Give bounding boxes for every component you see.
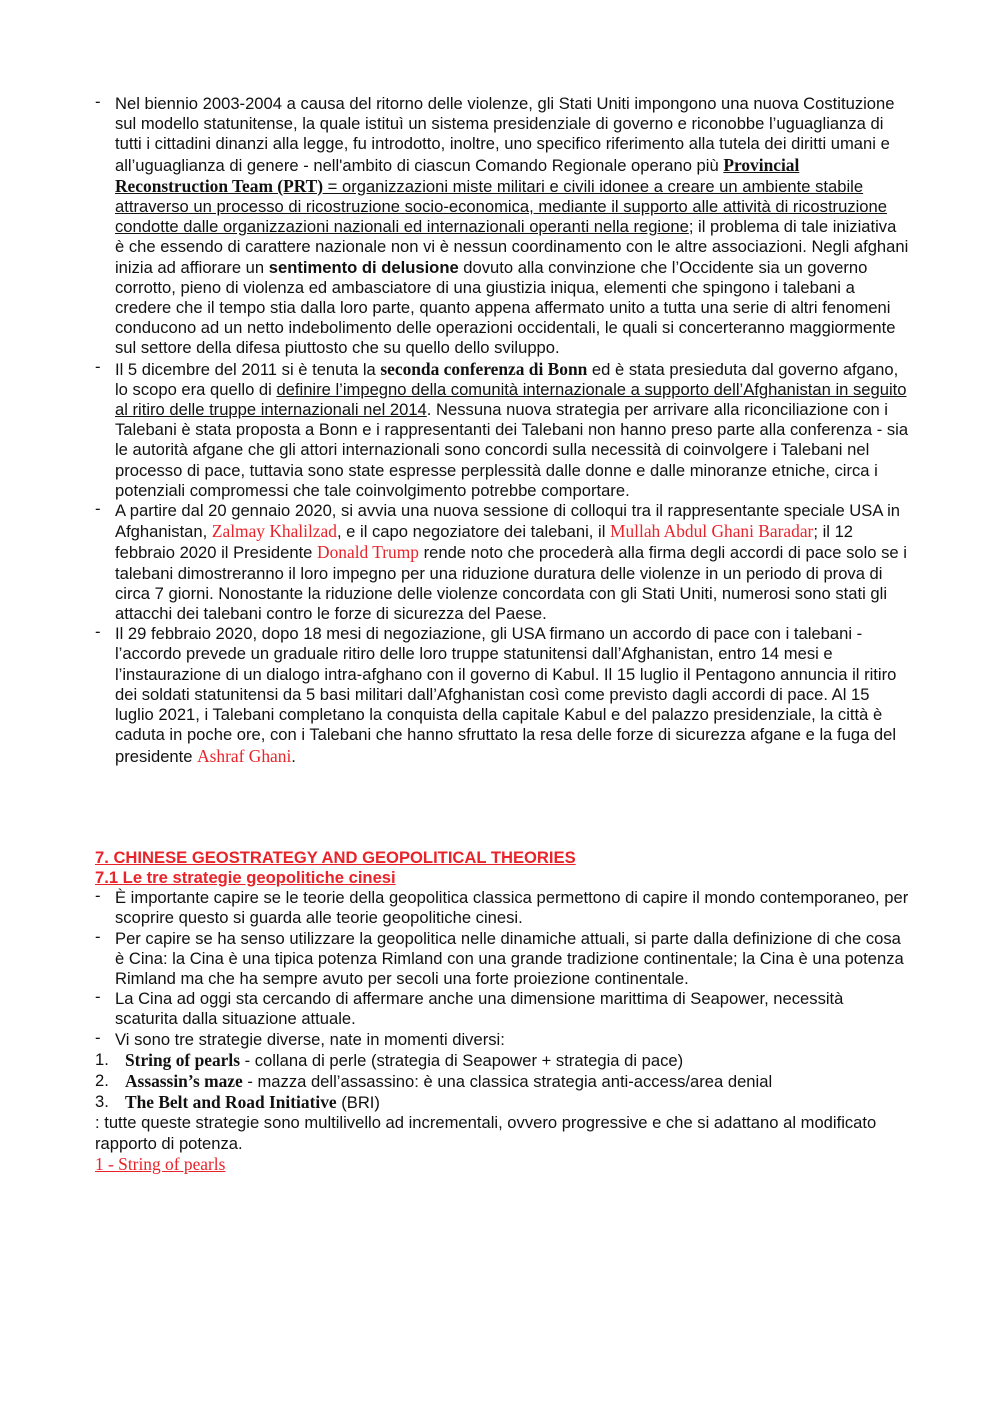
underlined-text: definire l’impegno della comunità internazionale a supporto dell’Afghanistan in seguito al ritiro delle truppe internazionali nel 2014 <box>115 379 907 420</box>
strategy-name: The Belt and Road Initiative <box>125 1092 337 1113</box>
numbered-item: 1. String of pearls - collana di perle (strategia di Seapower + strategia di pace) <box>95 1049 684 1070</box>
strategy-name: Assassin’s maze <box>125 1070 243 1091</box>
prt-definition: = organizzazioni miste militari e civili idonee a creare un ambiente stabile attraverso un processo di ricostruzione socio-economica, mediante il supporto alle attività di ricostruzione condotte dalle organizzazioni nazionali ed internazionali operanti nella regione <box>115 176 887 237</box>
bullet-item: - Il 29 febbraio 2020, dopo 18 mesi di negoziazione, gli USA firmano un accordo di pace con i talebani - l’accordo prevede un graduale ritiro delle loro truppe statunitensi dall’Afghanistan, entro 14 mesi e l’instaurazione di un dialogo intra-afghano con il governo di Kabul. Il 15 luglio il Pentagono annuncia il ritiro dei soldati statunitensi da 5 basi militari dall’Afghanistan così come previsto dagli accordi di pace. Al 15 luglio 2021, i Talebani completano la conquista della capitale Kabul e del palazzo presidenziale, la città è caduta in poche ore, con i Talebani che hanno sfruttato la resa delle forze di sicurezza afgane e la fuga del presidente Ashraf Ghani. <box>95 622 897 766</box>
bullet-dash: - <box>95 886 101 906</box>
closing-paragraph: : tutte queste strategie sono multilivello ad incrementali, ovvero progressive e che si adattano al modificato rapporto di potenza. <box>95 1113 877 1153</box>
prt-term: Provincial Reconstruction Team (PRT) <box>115 154 800 196</box>
bullet-dash: - <box>95 499 101 519</box>
strategy-name: String of pearls <box>125 1049 240 1070</box>
document-page <box>95 94 910 1175</box>
bullet-dash: - <box>95 356 101 376</box>
bold-term: sentimento di delusione <box>268 257 459 277</box>
numbered-item: 3. The Belt and Road Initiative (BRI) <box>95 1092 380 1113</box>
person-name: Mullah Abdul Ghani Baradar <box>610 521 814 542</box>
bold-term: seconda conferenza di Bonn <box>380 358 588 379</box>
section-heading: 7. CHINESE GEOSTRATEGY AND GEOPOLITICAL THEORIES <box>95 847 576 867</box>
bullet-item: - Per capire se ha senso utilizzare la geopolitica nelle dinamiche attuali, si parte dalla definizione di che cosa è Cina: la Cina è una tipica potenza Rimland con una grande tradizione continentale; la Cina è una potenza Rimland ma che ha sempre avuto per secoli una forte proiezione continentale. <box>95 926 904 988</box>
bullet-dash: - <box>95 1027 101 1047</box>
bullet-item: - Nel biennio 2003-2004 a causa del ritorno delle violenze, gli Stati Uniti impongono una nuova Costituzione sul modello statunitense, la quale istituì un sistema presidenziale di governo e riconobbe l’uguaglianza di tutti i cittadini dinanzi alla legge, fu introdotto, inoltre, uno specifico riferimento alla tutela dei diritti umani e all’uguaglianza di genere - nell'ambito di ciascun Comando Regionale operano più Provincial Reconstruction Team (PRT) = organizzazioni miste militari e civili idonee a creare un ambiente stabile attraverso un processo di ricostruzione socio-economica, mediante il supporto alle attività di ricostruzione condotte dalle organizzazioni nazionali ed internazionali operanti nella regione; il problema di tale iniziativa è che essendo di carattere nazionale non vi è nessun coordinamento con le altre associazioni. Negli afghani inizia ad affiorare un sentimento di delusione dovuto alla convinzione che l’Occidente sia un governo corrotto, pieno di violenza ed ambasciatore di una giustizia iniqua, elementi che spingono i talebani a credere che il tempo stia dalla loro parte, quanto appena affermato unito a tutta una serie di altri fenomeni conducono ad un netto indebolimento delle operazioni occidentali, le quali si concerteranno maggiormente sul settore della difesa piuttosto che su quello dello sviluppo. <box>95 92 909 358</box>
person-name: Zalmay Khalilzad <box>211 521 337 542</box>
bullet-dash: - <box>95 92 101 111</box>
person-name: Donald Trump <box>317 542 419 563</box>
bullet-dash: - <box>95 926 101 946</box>
numbered-item: 2. Assassin’s maze - mazza dell’assassino: è una classica strategia anti-access/area denial <box>95 1070 773 1091</box>
bullet-item: - Vi sono tre strategie diverse, nate in momenti diversi: <box>95 1027 505 1049</box>
person-name: Ashraf Ghani <box>197 745 292 766</box>
subsection-link[interactable]: 1 - String of pearls <box>95 1153 226 1174</box>
bullet-dash: - <box>95 987 101 1007</box>
bullet-item: - Il 5 dicembre del 2011 si è tenuta la seconda conferenza di Bonn ed è stata presieduta dal governo afgano, lo scopo era quello di definire l’impegno della comunità internazionale a supporto dell’Afghanistan in seguito al ritiro delle truppe internazionali nel 2014. Nessuna nuova strategia per arrivare alla riconciliazione con i Talebani è stata proposta a Bonn e i rappresentanti dei Talebani non hanno preso parte alla conferenza - sia le autorità afgane che gli attori internazionali sono concordi sulla necessità di coinvolgere i Talebani nel processo di pace, tuttavia sono state espresse perplessità dalle donne e dalle minoranze etniche, circa i potenziali compromessi che tale coinvolgimento potrebbe comportare. <box>95 356 909 500</box>
bullet-dash: - <box>95 622 101 642</box>
bullet-item: - A partire dal 20 gennaio 2020, si avvia una nuova sessione di colloqui tra il rappresentante speciale USA in Afghanistan, Zalmay Khalilzad, e il capo negoziatore dei talebani, il Mullah Abdul Ghani Baradar; il 12 febbraio 2020 il Presidente Donald Trump rende noto che procederà alla firma degli accordi di pace solo se i talebani dimostreranno il loro impegno per una riduzione duratura delle violenze in un periodo di prova di circa 7 giorni. Nonostante la riduzione delle violenze concordata con gli Stati Uniti, numerosi sono stati gli attacchi dei talebani contro le forze di sicurezza del Paese. <box>95 499 907 624</box>
subsection-heading: 7.1 Le tre strategie geopolitiche cinesi <box>95 867 396 887</box>
bullet-item: - È importante capire se le teorie della geopolitica classica permettono di capire il mondo contemporaneo, per scoprire questo si guarda alle teorie geopolitiche cinesi. <box>95 886 909 928</box>
bullet-item: - La Cina ad oggi sta cercando di affermare anche una dimensione marittima di Seapower, necessità scaturita dalla situazione attuale. <box>95 987 844 1029</box>
